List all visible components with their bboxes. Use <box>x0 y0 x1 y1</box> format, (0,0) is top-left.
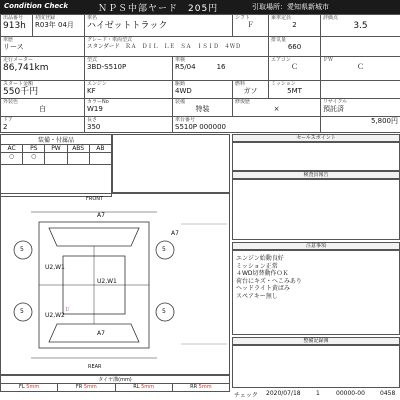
equip-mark-ac: ○ <box>1 153 23 165</box>
model-value: 3BD-S510P <box>87 63 127 71</box>
first-registration: R03年 04月 <box>35 21 74 29</box>
damage-mark-right: A7 <box>171 230 179 237</box>
sales-point-box <box>232 141 400 171</box>
transmission-cell: ミッション 5MT <box>269 81 321 99</box>
equip-mark-abs <box>67 153 89 165</box>
damage-diagram <box>0 193 230 375</box>
color-number-value: W19 <box>87 105 103 113</box>
accident-history-value: × <box>273 105 280 113</box>
doors-value: 2 <box>3 123 8 131</box>
wheel-fl: 5 <box>20 246 24 253</box>
fuel-value: ガソ <box>243 87 258 95</box>
equipment-extra-box <box>112 134 230 193</box>
inspector-report-title: 検査員報告 <box>232 171 400 180</box>
mileage-cell: 走行メーター 86,741km <box>1 57 85 81</box>
history-cell: 車歴 リース <box>1 37 85 57</box>
equip-label-ac: AC <box>1 145 23 153</box>
tire-rr: RR 5mm <box>172 384 229 392</box>
front-label: FRONT <box>86 196 104 202</box>
check-code: 00000-00 <box>336 390 365 397</box>
blank-cell-2 <box>321 81 400 99</box>
grade-cell: グレード・車両型式 スタンダード ＲＡ ＤＩＬ ＬＥ ＳＡ ＩＳＩＤ ４ＷＤ <box>85 37 269 57</box>
blank-cell <box>321 37 400 57</box>
footer-bar <box>232 389 400 398</box>
rear-label: REAR <box>88 364 102 370</box>
serial-number-cell: 車台番号 S510P 000000 <box>173 117 321 133</box>
note-1: エンジン始動良好 <box>236 255 284 262</box>
drive-cell: 駆動 4WD <box>173 81 233 99</box>
shift-cell: シフト Ｆ <box>233 15 269 37</box>
recycle-fee-cell <box>321 117 400 133</box>
recycle-cell: リサイクル 預託済 <box>321 99 400 117</box>
exterior-color-cell: 外装色 白 <box>1 99 85 117</box>
check-count: 1 <box>316 390 320 397</box>
recycle-status: 預託済 <box>323 105 344 113</box>
length-cell: 長さ 350 <box>85 117 173 133</box>
recycle-fee-value: 5,800円 <box>370 117 398 125</box>
equipment-blank <box>1 165 112 197</box>
note-5: ヘッドライト黄ばみ <box>236 285 290 292</box>
drive-value: 4WD <box>175 87 192 95</box>
equipment-title: 装備・付属品 <box>1 135 112 145</box>
start-price-cell: スタート金額 550千円 <box>1 81 85 99</box>
model-cell: 型式 3BD-S510P <box>85 57 173 81</box>
start-price-value: 550千円 <box>3 87 39 97</box>
notes-list <box>236 255 396 300</box>
centre-mark: Ｕ <box>65 307 71 313</box>
seats-value: 2 <box>292 21 297 29</box>
equip-mark-ab <box>89 153 111 165</box>
pickup-location: 引取場所：愛知県新城市 <box>252 3 329 11</box>
serial-number-value: S510P 000000 <box>175 123 226 131</box>
power-window-cell: ＰＷ Ｃ <box>321 57 400 81</box>
equip-mark-ps: ○ <box>23 153 45 165</box>
score-cell: 評価点 3.5 <box>321 15 400 37</box>
wheel-rr: 5 <box>162 308 166 315</box>
maintenance-record-box <box>232 344 400 388</box>
lot-number-cell: 出品番号 913h <box>1 15 33 37</box>
equipment-type-value: 特装 <box>195 105 210 113</box>
tire-fl: FL 5mm <box>1 384 58 392</box>
equip-label-ab: AB <box>89 145 111 153</box>
equip-label-ps: PS <box>23 145 45 153</box>
engine-value: KF <box>87 87 96 95</box>
wheel-fr: 5 <box>162 246 166 253</box>
maintenance-record-title: 整備記録簿 <box>232 337 400 346</box>
damage-mark-front: A7 <box>97 212 105 219</box>
grade-value: スタンダード ＲＡ ＤＩＬ ＬＥ ＳＡ ＩＳＩＤ ４ＷＤ <box>87 44 241 50</box>
tire-fr: FR 5mm <box>58 384 115 392</box>
wheel-rl: 5 <box>20 308 24 315</box>
score-value: 3.5 <box>353 21 368 31</box>
first-registration-cell: 初度登録 R03年 04月 <box>33 15 85 37</box>
mileage-value: 86,741km <box>3 63 49 73</box>
history-value: リース <box>3 43 24 51</box>
brand-label: Condition Check <box>4 2 68 10</box>
damage-mark-rear: A7 <box>97 330 105 337</box>
inspector-report-box <box>232 178 400 240</box>
page-title: ＮＰＳ中部ヤード 205円 <box>98 4 219 14</box>
aircon-cell: エアコン Ｃ <box>269 57 321 81</box>
check-date: 2020/07/18 <box>266 390 301 397</box>
header-bar <box>0 0 400 14</box>
exterior-color-value: 白 <box>39 105 46 113</box>
note-4: 荷台にキズ・へこみあり <box>236 277 302 285</box>
equipment-table <box>0 134 112 197</box>
lot-number: 913h <box>3 21 26 31</box>
equip-mark-pw <box>45 153 67 165</box>
doors-cell: ドア 2 <box>1 117 85 133</box>
inspection-value: R5/04 16 <box>175 63 226 71</box>
car-outline-icon <box>1 194 231 376</box>
fuel-cell: 燃料 ガソ <box>233 81 269 99</box>
displacement-value: 660 <box>287 43 302 51</box>
tire-title: タイヤ溝(mm) <box>1 376 230 384</box>
color-number-cell: カラーNo W19 <box>85 99 173 117</box>
check-label: チェック <box>234 392 258 399</box>
engine-cell: エンジン KF <box>85 81 173 99</box>
tire-rl: RL 5mm <box>115 384 172 392</box>
sales-point-title: セールスポイント <box>232 134 400 143</box>
damage-mark-centre: U2,W1 <box>97 278 117 285</box>
length-value: 350 <box>87 123 101 131</box>
equipment-type-cell: 装備 特装 <box>173 99 233 117</box>
inspection-cell: 車検 R5/04 16 <box>173 57 269 81</box>
seats-cell: 乗車定員 2 <box>269 15 321 37</box>
equip-label-abs: ABS <box>67 145 89 153</box>
equip-label-pw: PW <box>45 145 67 153</box>
tire-table <box>0 375 230 392</box>
accident-history-cell: 修復歴 × <box>233 99 321 117</box>
car-name: ハイゼットトラック <box>87 21 168 31</box>
notes-title: 注意事項 <box>232 242 400 251</box>
aircon-value: Ｃ <box>291 63 298 71</box>
note-3: ４WD切替動作ＯＫ <box>236 270 289 277</box>
power-window-value: Ｃ <box>357 63 364 71</box>
check-number: 0458 <box>380 390 396 397</box>
note-2: ミッション正常 <box>236 262 278 270</box>
note-6: スペアキー無し <box>236 292 278 300</box>
spec-table <box>0 14 400 133</box>
damage-mark-left-rear: U2,W2 <box>45 312 65 319</box>
damage-mark-left-front: U2,W1 <box>45 264 65 271</box>
transmission-value: 5MT <box>287 87 302 95</box>
shift-value: Ｆ <box>247 21 254 29</box>
displacement-cell: 排気量 660 <box>269 37 321 57</box>
car-name-cell: 車名 ハイゼットトラック <box>85 15 233 37</box>
